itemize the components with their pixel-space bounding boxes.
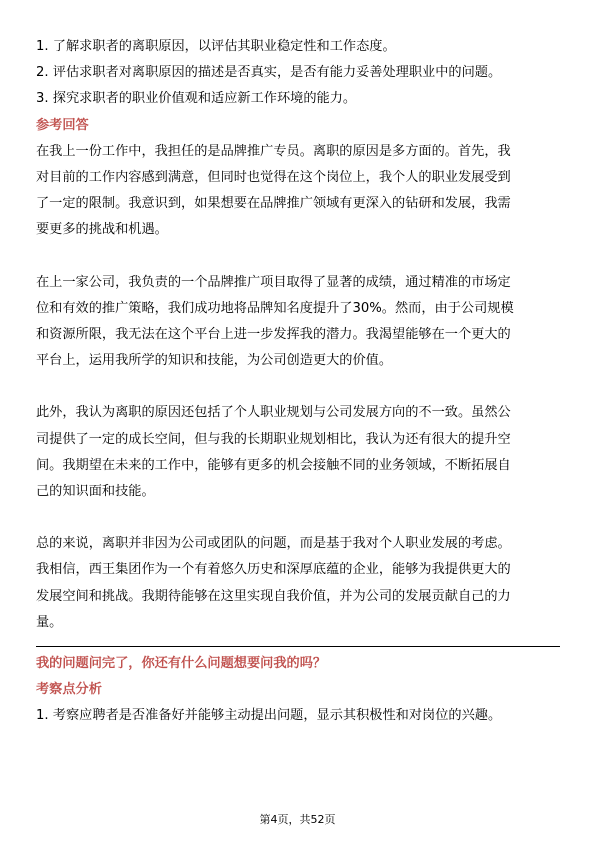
paragraph-line: 发展空间和挑战。我期待能够在这里实现自我价值，并为公司的发展贡献自己的力 [36, 588, 511, 604]
paragraph-line: 在我上一份工作中，我担任的是品牌推广专员。离职的原因是多方面的。首先，我 [36, 143, 511, 159]
answer-paragraph [36, 139, 560, 244]
answer-paragraph [36, 270, 560, 375]
question-heading: 我的问题问完了，你还有什么问题想要问我的吗？ [36, 656, 327, 672]
paragraph-line: 此外，我认为离职的原因还包括了个人职业规划与公司发展方向的不一致。虽然公 [36, 405, 511, 421]
section-divider [36, 646, 560, 647]
answer-paragraph [36, 531, 560, 636]
page-number: 第4页，共52页 [259, 813, 336, 826]
reference-answer-heading: 参考回答 [36, 117, 89, 133]
paragraph-line: 总的来说，离职并非因为公司或团队的问题，而是基于我对个人职业发展的考虑。 [36, 536, 511, 552]
paragraph-line: 平台上，运用我所学的知识和技能，为公司创造更大的价值。 [36, 353, 393, 369]
list-item: 3. 探究求职者的职业价值观和适应新工作环境的能力。 [36, 91, 357, 107]
paragraph-line: 量。 [36, 614, 63, 630]
paragraph-line: 间。我期望在未来的工作中，能够有更多的机会接触不同的业务领域，不断拓展自 [36, 457, 511, 473]
analysis-list [36, 703, 560, 729]
analysis-heading: 考察点分析 [36, 682, 102, 698]
list-item: 1. 考察应聘者是否准备好并能够主动提出问题，显示其积极性和对岗位的兴趣。 [36, 708, 502, 724]
paragraph-line: 和资源所限，我无法在这个平台上进一步发挥我的潜力。我渴望能够在一个更大的 [36, 327, 511, 343]
paragraph-line: 司提供了一定的成长空间，但与我的长期职业规划相比，我认为还有很大的提升空 [36, 431, 511, 447]
paragraph-line: 在上一家公司，我负责的一个品牌推广项目取得了显著的成绩，通过精准的市场定 [36, 274, 511, 290]
page-content [36, 34, 560, 730]
paragraph-line: 己的知识面和技能。 [36, 484, 155, 500]
question-purpose-list [36, 34, 560, 113]
paragraph-gap [36, 374, 560, 400]
answer-paragraph [36, 400, 560, 505]
paragraph-line: 位和有效的推广策略，我们成功地将品牌知名度提升了30%。然而，由于公司规模 [36, 300, 514, 316]
paragraph-line: 我相信，西王集团作为一个有着悠久历史和深厚底蕴的企业，能够为我提供更大的 [36, 562, 511, 578]
paragraph-line: 对目前的工作内容感到满意，但同时也觉得在这个岗位上，我个人的职业发展受到 [36, 170, 511, 186]
list-item: 1. 了解求职者的离职原因，以评估其职业稳定性和工作态度。 [36, 39, 396, 54]
paragraph-gap [36, 244, 560, 270]
paragraph-line: 要更多的挑战和机遇。 [36, 222, 168, 238]
paragraph-gap [36, 505, 560, 531]
list-item: 2. 评估求职者对离职原因的描述是否真实，是否有能力妥善处理职业中的问题。 [36, 65, 502, 81]
paragraph-line: 了一定的限制。我意识到，如果想要在品牌推广领域有更深入的钻研和发展，我需 [36, 196, 511, 212]
